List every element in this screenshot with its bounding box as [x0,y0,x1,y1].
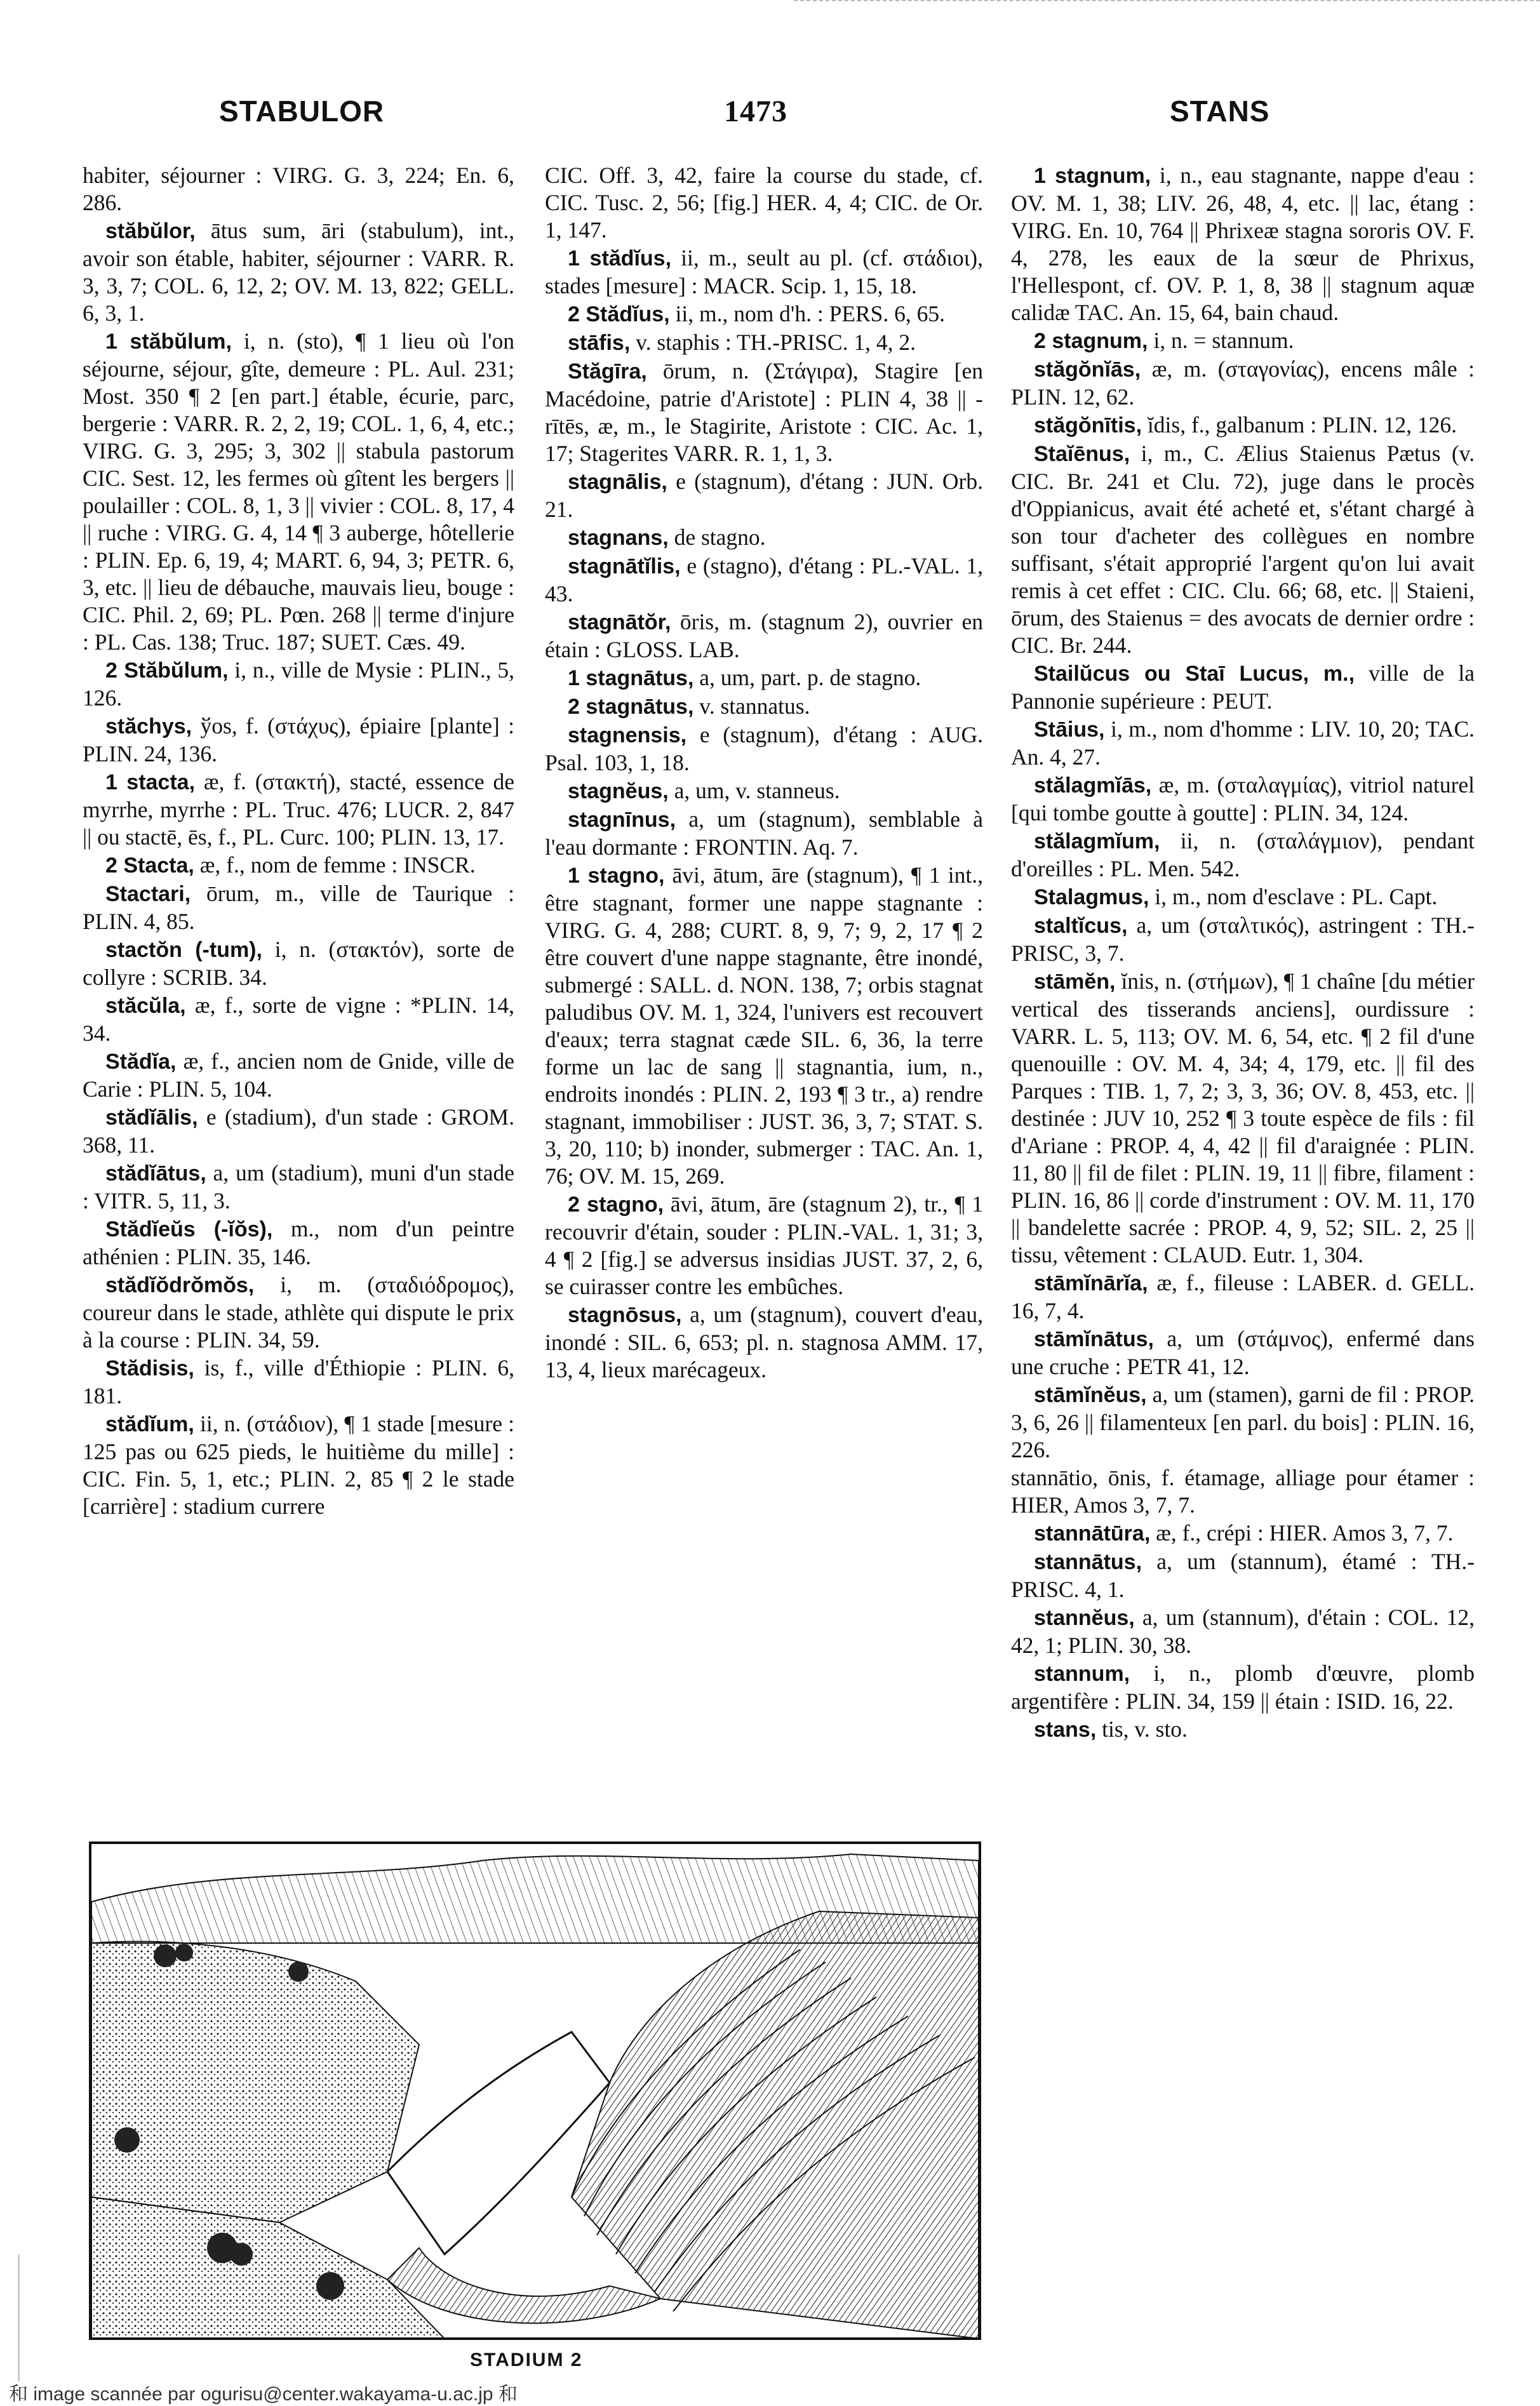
dictionary-entry [83,1160,514,1215]
dictionary-entry [83,657,514,712]
entry-definition: æ, f., sorte de vigne : *PLIN. 14, 34. [83,992,514,1046]
dictionary-entry [83,1215,514,1271]
dictionary-entry [83,712,514,768]
entry-definition: a, um (στάμνος), enfermé dans une cruche : PETR 41, 12. [1011,1326,1475,1379]
stadium-engraving [89,1841,981,2340]
dictionary-entry [83,1354,514,1410]
entry-definition: i, m., nom d'homme : LIV. 10, 20; TAC. An. 4, 27. [1011,716,1475,770]
entry-definition: habiter, séjourner : VIRG. G. 3, 224; En. 6, 286. [83,163,514,215]
entry-definition: e (stagnum), d'étang : JUN. Orb. 21. [545,469,983,522]
entry-headword: Stactari, [105,882,191,906]
entry-headword: stagnĕus, [568,779,669,803]
dictionary-entry [1011,1660,1475,1715]
entry-definition: m., nom d'un peintre athénien : PLIN. 35, 146. [83,1216,515,1269]
entry-definition: i, m., C. Ælius Staienus Pætus (v. CIC. Br. 241 et Clu. 72), juge dans le procès d'Oppianicus, avait été acheté et, s'étant chargé à son tour d'acheter des collègues en nombre suffisant, s'était approprié l'argent qu'on lui avait remis à cet effet : CIC. Clu. 66; 68, etc. || Staieni, ōrum, des Staienus = des avocats de dernier ordre : CIC. Br. 244. [1011,441,1475,658]
entry-definition: i, n. = stannum. [1153,328,1294,353]
scan-edge-line [794,0,1540,4]
dictionary-entry [1011,883,1475,911]
entry-definition: CIC. Off. 3, 42, faire la course du stade, cf. CIC. Tusc. 2, 56; [fig.] HER. 4, 4; CIC. de Or. 1, 147. [545,163,983,243]
column-2 [545,162,983,1816]
entry-definition: ўos, f. (στάχυς), épiaire [plante] : PLIN. 24, 136. [83,713,514,766]
entry-definition: æ, f., nom de femme : INSCR. [199,852,476,878]
entry-headword: stāmĕn, [1034,970,1116,994]
dictionary-entry [545,664,983,692]
entry-definition: ātus sum, āri (stabulum), int., avoir son étable, habiter, séjourner : VARR. R. 3, 3, 7; COL. 6, 12, 2; OV. M. 13, 822; GELL. 6, 3, 1. [83,218,514,326]
dictionary-entry [545,552,983,608]
entry-definition: æ, f. (στακτή), stacté, essence de myrrhe, myrrhe : PL. Truc. 476; LUCR. 2, 847 || ou stactē, ēs, f., PL. Curc. 100; PLIN. 13, 17. [83,769,514,850]
entry-headword: stălagmĭum, [1034,829,1160,853]
entry-definition: i, n., eau stagnante, nappe d'eau : OV. M. 1, 38; LIV. 26, 48, 4, etc. || lac, étang : VIRG. En. 10, 764 || Phrixeæ stagna sororis OV. F. 4, 278, les eaux de la sœur de Phrixus, l'Hellespont, cf. OV. P. 1, 8, 38 || stagnum aquæ calidæ TAC. An. 15, 64, bain chaud. [1011,163,1475,325]
dictionary-entry [545,329,983,357]
entry-definition: ōrum, m., ville de Taurique : PLIN. 4, 85. [83,881,514,934]
dictionary-entry [1011,1548,1475,1603]
entry-headword: stans, [1034,1718,1097,1742]
entry-headword: stădĭŏdrŏmŏs, [105,1273,255,1297]
entry-headword: stăcŭla, [105,994,186,1018]
entry-headword: stăchys, [105,714,192,739]
dictionary-entry [83,1048,514,1103]
entry-definition: æ, f., fileuse : LABER. d. GELL. 16, 7, 4. [1011,1270,1475,1323]
entry-headword: Staĭēnus, [1034,442,1130,466]
entry-definition: ōris, m. (stagnum 2), ouvrier en étain : GLOSS. LAB. [545,609,983,662]
entry-headword: stălagmĭās, [1034,773,1152,798]
entry-headword: stădĭātus, [105,1161,206,1186]
entry-definition: āvi, ātum, āre (stagnum), ¶ 1 int., être stagnant, former une nappe stagnante : VIRG. G. 4, 288; CURT. 8, 9, 7; 9, 2, 17 ¶ 2 être couvert d'une nappe stagnante, être inondé, submergé : SALL. d. NON. 138, 7; orbis stagnat paludibus OV. M. 1, 324, l'univers est recouvert d'eaux; terra stagnat cæde SIL. 6, 36, la terre forme un lac de sang || stagnantia, ium, n., endroits inondés : PLIN. 2, 193 ¶ 3 tr., a) rendre stagnant, immobiliser : JUST. 36, 3, 7; STAT. S. 3, 20, 110; b) inonder, submerger : TAC. An. 1, 76; OV. M. 15, 269. [545,862,983,1189]
entry-headword: Stalagmus, [1034,885,1149,909]
entry-headword: stădĭālis, [105,1106,198,1130]
entry-headword: stagnīnus, [568,808,676,832]
dictionary-entry [545,300,983,328]
dictionary-entry [83,1410,514,1520]
dictionary-entry [1011,772,1475,827]
entry-headword: 2 Stădĭus, [568,302,670,326]
entry-definition: a, um (stamen), garni de fil : PROP. 3, 6, 26 || filamenteux [en parl. du bois] : PLIN. 16, 226. [1011,1382,1475,1462]
page-header [0,94,1540,138]
entry-definition: ville de la Pannonie supérieure : PEUT. [1011,660,1475,714]
entry-definition: i, m. (σταδιόδρομος), coureur dans le stade, athlète qui dispute le prix à la course : PLIN. 34, 59. [83,1272,515,1353]
entry-headword: Stăgīra, [568,359,647,384]
dictionary-entry [545,524,983,552]
dictionary-entry [545,1301,983,1384]
dictionary-entry [83,1104,514,1159]
dictionary-entry [83,880,514,935]
entry-headword: stăgŏnĭās, [1034,358,1141,382]
dictionary-entry [83,852,514,879]
dictionary-entry [83,328,514,656]
dictionary-entry [545,777,983,805]
entry-definition: a, um (stagnum), couvert d'eau, inondé : SIL. 6, 653; pl. n. stagnosa AMM. 17, 13, 4, lieux marécageux. [545,1302,983,1382]
dictionary-entry [545,806,983,861]
entry-headword: 2 stagno, [568,1193,664,1217]
dictionary-entry [545,608,983,664]
entry-definition: a, um (stagnum), semblable à l'eau dormante : FRONTIN. Aq. 7. [545,806,983,860]
dictionary-entry [1011,356,1475,411]
entry-headword: stannātūra, [1034,1521,1151,1546]
entry-headword: stāmĭnārĭa, [1034,1271,1148,1295]
entry-definition: ii, n. (στάδιον), ¶ 1 stade [mesure : 125 pas ou 625 pieds, le huitième du mille] : CIC. Fin. 5, 1, etc.; PLIN. 2, 85 ¶ 2 le stade [carrière] : stadium currere [83,1411,514,1519]
entry-headword: stactŏn (-tum), [105,938,262,962]
entry-headword: stagnātĭlis, [568,554,681,578]
dictionary-entry [1011,1520,1475,1547]
entry-definition: a, um, v. stanneus. [674,778,840,803]
dictionary-entry [83,162,514,217]
entry-definition: ii, m., seult au pl. (cf. στάδιοι), stades [mesure] : MACR. Scip. 1, 15, 18. [545,245,983,298]
entry-definition: de stagno. [674,525,766,550]
entry-headword: stădĭum, [105,1412,194,1436]
entry-definition: ĭnis, n. (στήμων), ¶ 1 chaîne [du métier vertical des tisserands anciens], ourdissure : VARR. L. 5, 113; OV. M. 6, 54, etc. ¶ 2 fil d'une quenouille : OV. M. 4, 34; 4, 179, etc. || fil des Parques : TIB. 1, 7, 2; 3, 3, 36; OV. 8, 453, etc. || destinée : JUV 10, 252 ¶ 3 toute espèce de fils : fil d'Ariane : PROP. 4, 4, 42 || fil d'araignée : PLIN. 11, 80 || fil de filet : PLIN. 19, 11 || fibre, filament : PLIN. 16, 86 || corde d'instrument : OV. M. 11, 170 || bandelette sacrée : PROP. 4, 9, 52; SIL. 2, 25 || tissu, vêtement : CLAUD. Eutr. 1, 304. [1011,968,1475,1267]
entry-definition: tis, v. sto. [1102,1716,1188,1742]
running-head-right: STANS [1170,95,1270,128]
dictionary-entry [1011,440,1475,659]
stadium-illustration [89,1841,981,2340]
dictionary-entry [1011,327,1475,355]
entry-definition: stannātio, ōnis, f. étamage, alliage pour étamer : HIER, Amos 3, 7, 7. [1011,1465,1475,1518]
entry-headword: 1 stagnātus, [568,666,694,690]
margin-mark [18,2254,20,2381]
entry-headword: stannātus, [1034,1550,1142,1574]
dictionary-entry [1011,1381,1475,1464]
dictionary-entry [545,468,983,523]
entry-headword: stagnensis, [568,723,687,747]
entry-headword: 1 stagnum, [1034,164,1151,188]
entry-headword: 2 stagnum, [1034,329,1148,353]
column-1 [83,162,514,1521]
entry-definition: ōrum, n. (Στάγιρα), Stagire [en Macédoine, patrie d'Aristote] : PLIN 4, 38 || -rītēs, æ, m., le Stagirite, Aristote : CIC. Ac. 1, 17; Stagerites VARR. R. 1, 1, 3. [545,358,983,466]
dictionary-entry [83,1271,514,1354]
entry-definition: e (stagnum), d'étang : AUG. Psal. 103, 1, 18. [545,722,983,775]
entry-headword: stagnans, [568,526,669,550]
dictionary-entry [545,358,983,467]
dictionary-entry [1011,1269,1475,1325]
entry-headword: stagnōsus, [568,1303,682,1327]
entry-headword: stăbŭlor, [105,219,196,243]
dictionary-entry [1011,716,1475,771]
entry-headword: 1 stagno, [568,864,665,888]
dictionary-entry [1011,1604,1475,1659]
entry-definition: a, um (stadium), muni d'un stade : VITR. 5, 11, 3. [83,1160,514,1213]
scan-credit: 和 image scannée par ogurisu@center.wakayama-u.ac.jp 和 [9,2384,518,2405]
entry-headword: stannum, [1034,1662,1130,1686]
entry-definition: v. staphis : TH.-PRISC. 1, 4, 2. [636,330,916,355]
dictionary-entry [83,992,514,1047]
entry-definition: e (stagno), d'étang : PL.-VAL. 1, 43. [545,553,983,606]
entry-headword: stagnālis, [568,470,667,494]
dictionary-entry [83,768,514,851]
entry-definition: æ, m. (σταγονίας), encens mâle : PLIN. 12, 62. [1011,356,1475,410]
entry-headword: stāfis, [568,331,631,355]
dictionary-entry [1011,660,1475,715]
dictionary-entry [1011,1464,1475,1519]
entry-definition: i, n., plomb d'œuvre, plomb argentifère : PLIN. 34, 159 || étain : ISID. 16, 22. [1011,1661,1475,1714]
entry-definition: a, um (stannum), d'étain : COL. 12, 42, 1; PLIN. 30, 38. [1011,1605,1475,1658]
entry-definition: i, n., ville de Mysie : PLIN., 5, 126. [83,657,515,711]
entry-definition: i, m., nom d'esclave : PL. Capt. [1155,884,1438,909]
entry-definition: a, um, part. p. de stagno. [699,665,921,690]
entry-definition: e (stadium), d'un stade : GROM. 368, 11. [83,1104,515,1158]
dictionary-entry [545,693,983,721]
entry-headword: Stailŭcus ou Staī Lucus, m., [1034,662,1355,686]
entry-definition: æ, f., ancien nom de Gnide, ville de Carie : PLIN. 5, 104. [83,1048,514,1102]
entry-definition: v. stannatus. [699,693,810,719]
dictionary-entry [545,1191,983,1300]
dictionary-entry [545,162,983,244]
dictionary-entry [1011,912,1475,967]
entry-headword: Stădĭeŭs (-ĭŏs), [105,1217,273,1241]
entry-definition: æ, m. (σταλαγμίας), vitriol naturel [qui tombe goutte à goutte] : PLIN. 34, 124. [1011,772,1475,825]
entry-headword: Stădisis, [105,1356,194,1380]
entry-definition: a, um (stannum), étamé : TH.-PRISC. 4, 1. [1011,1549,1475,1602]
entry-definition: a, um (σταλτικός), astringent : TH.-PRISC, 3, 7. [1011,912,1475,966]
entry-headword: 2 Stacta, [105,853,194,878]
entry-headword: 1 stacta, [105,770,196,794]
entry-definition: ii, m., nom d'h. : PERS. 6, 65. [675,301,946,326]
dictionary-entry [545,862,983,1190]
entry-definition: æ, f., crépi : HIER. Amos 3, 7, 7. [1156,1520,1454,1546]
entry-headword: stāmĭnĕus, [1034,1383,1147,1407]
entry-headword: 1 stăbŭlum, [105,330,232,354]
dictionary-entry [545,244,983,300]
dictionary-entry [83,217,514,327]
entry-headword: stagnātŏr, [568,610,671,634]
entry-headword: stannĕus, [1034,1606,1135,1630]
entry-definition: i, n. (στακτόν), sorte de collyre : SCRIB. 34. [83,937,515,990]
dictionary-entry [1011,1716,1475,1744]
entry-headword: 2 stagnātus, [568,695,694,719]
entry-headword: staltĭcus, [1034,914,1128,938]
dictionary-entry [545,721,983,777]
entry-definition: is, f., ville d'Éthiopie : PLIN. 6, 181. [83,1355,514,1408]
dictionary-entry [1011,411,1475,439]
entry-definition: āvi, ātum, āre (stagnum 2), tr., ¶ 1 recouvrir d'étain, souder : PLIN.-VAL. 1, 31; 3, 4 ¶ 2 [fig.] se adversus insidias JUST. 37, 2, 6, se cuirasser contre les embûches. [545,1191,983,1299]
entry-definition: i, n. (sto), ¶ 1 lieu où l'on séjourne, séjour, gîte, demeure : PL. Aul. 231; Most. 350 ¶ 2 [en part.] étable, écurie, parc, bergerie : VARR. R. 2, 2, 19; COL. 1, 6, 4, etc.; VIRG. G. 3, 295; 3, 302 || stabula pastorum CIC. Sest. 12, les fermes où gîtent les bergers || poulailler : COL. 8, 1, 3 || vivier : COL. 8, 17, 4 || ruche : VIRG. G. 4, 14 ¶ 3 auberge, hôtellerie : PLIN. Ep. 6, 19, 4; MART. 6, 94, 3; PETR. 6, 3, etc. || lieu de débauche, mauvais lieu, bouge : CIC. Phil. 2, 69; PL. Pœn. 268 || terme d'injure : PL. Cas. 138; Truc. 187; SUET. Cæs. 49. [83,328,514,655]
entry-headword: Stāius, [1034,718,1105,742]
entry-headword: stāmĭnātus, [1034,1327,1154,1351]
running-head-left: STABULOR [219,95,385,128]
dictionary-entry [1011,162,1475,326]
entry-headword: 2 Stăbŭlum, [105,658,229,683]
dictionary-entry [1011,968,1475,1269]
dictionary-entry [1011,1325,1475,1380]
column-3 [1011,162,1475,2378]
entry-definition: ii, n. (σταλάγμιον), pendant d'oreilles : PL. Men. 542. [1011,828,1475,881]
dictionary-entry [83,936,514,991]
entry-headword: 1 stădĭus, [568,246,672,271]
dictionary-entry [1011,827,1475,883]
page-number: 1473 [724,95,787,128]
figure-caption: STADIUM 2 [470,2349,583,2370]
entry-headword: Stădĭa, [105,1050,177,1074]
entry-headword: stăgŏnītis, [1034,413,1142,438]
entry-definition: ĭdis, f., galbanum : PLIN. 12, 126. [1147,412,1457,438]
